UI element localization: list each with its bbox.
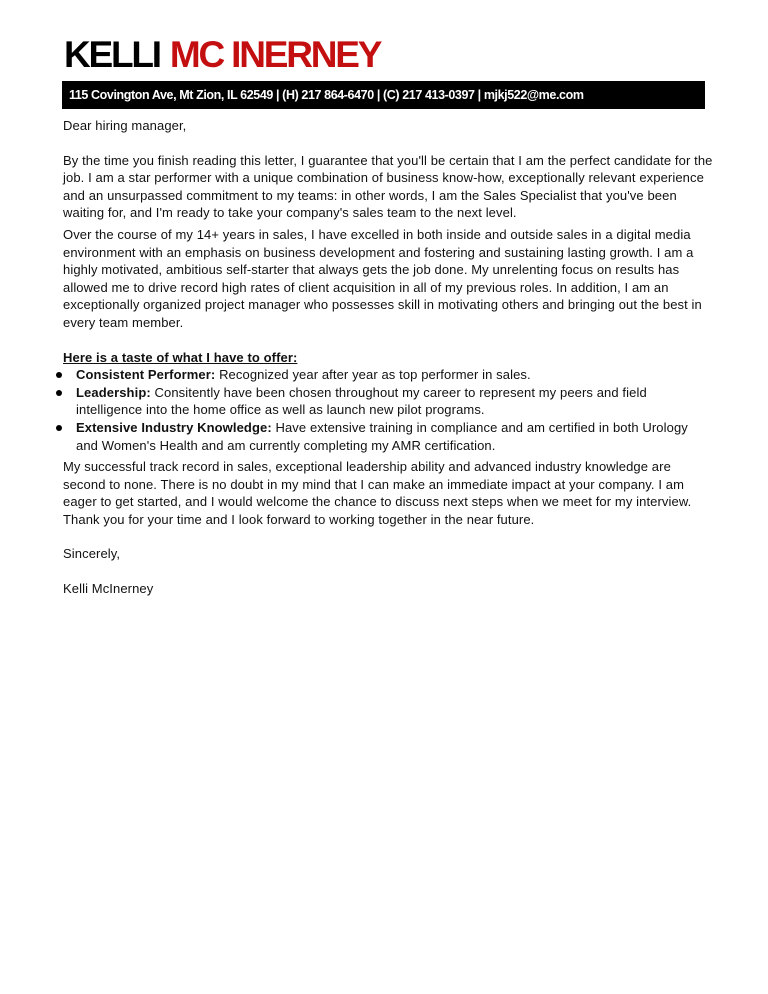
closing: Sincerely, — [63, 546, 121, 562]
list-item — [63, 366, 713, 384]
salutation: Dear hiring manager, — [63, 118, 187, 133]
letter-body — [63, 117, 713, 598]
last-name: MC INERNEY — [169, 34, 381, 75]
bullet-icon — [56, 372, 62, 378]
offer-title: Consistent Performer: — [76, 367, 216, 383]
offer-heading: Here is a taste of what I have to offer: — [63, 349, 298, 365]
experience-paragraph: Over the course of my 14+ years in sales, I have excelled in both inside and outside sales in a digital media environment with an emphasis on business development and fostering and sustaining lasting growth. I am a highly motivated, ambitious self-starter that always gets the job done. My unrelenting focus on results has allowed me to drive record high rates of client acquisition in all of my previous roles. In addition, I am an exceptionally organized project manager who possesses skill in motivating others and bringing out the best in every team member. — [63, 226, 702, 330]
bullet-icon — [56, 425, 62, 431]
offer-title: Extensive Industry Knowledge: — [76, 419, 272, 435]
offer-list — [63, 366, 713, 454]
offer-title: Leadership: — [76, 384, 151, 400]
intro-paragraph: By the time you finish reading this letter, I guarantee that you'll be certain that I am the perfect candidate for the job. I am a star performer with a unique combination of business know-how, exceptionally relevant experience and an unsurpassed commitment to my teams: in other words, I am the Sales Specialist that you've been waiting for, and I'm ready to take your company's sales team to the next level. — [63, 152, 713, 221]
offer-text: Consitently have been chosen throughout my career to represent my peers and field intelligence into the home office as well as launch new pilot programs. — [76, 384, 647, 418]
summary-paragraph: My successful track record in sales, exceptional leadership ability and advanced industry knowledge are second to none. There is no doubt in my mind that I can make an immediate impact at your company. I am eager to get started, and I would welcome the chance to discuss next steps when we meet for my interview. Thank you for your time and I look forward to working together in the near future. — [63, 459, 692, 527]
first-name: KELLI — [64, 34, 160, 75]
bullet-icon — [56, 390, 62, 396]
list-item — [63, 384, 713, 419]
offer-text: Recognized year after year as top performer in sales. — [215, 367, 531, 383]
applicant-name — [64, 34, 380, 76]
contact-bar: 115 Covington Ave, Mt Zion, IL 62549 | (H) 217 864-6470 | (C) 217 413-0397 | mjkj522@me.com — [62, 81, 705, 109]
list-item — [63, 419, 713, 454]
offer-text: Have extensive training in compliance and am certified in both Urology and Women's Health and am currently completing my AMR certification. — [76, 419, 688, 453]
signature: Kelli McInerney — [63, 581, 154, 597]
